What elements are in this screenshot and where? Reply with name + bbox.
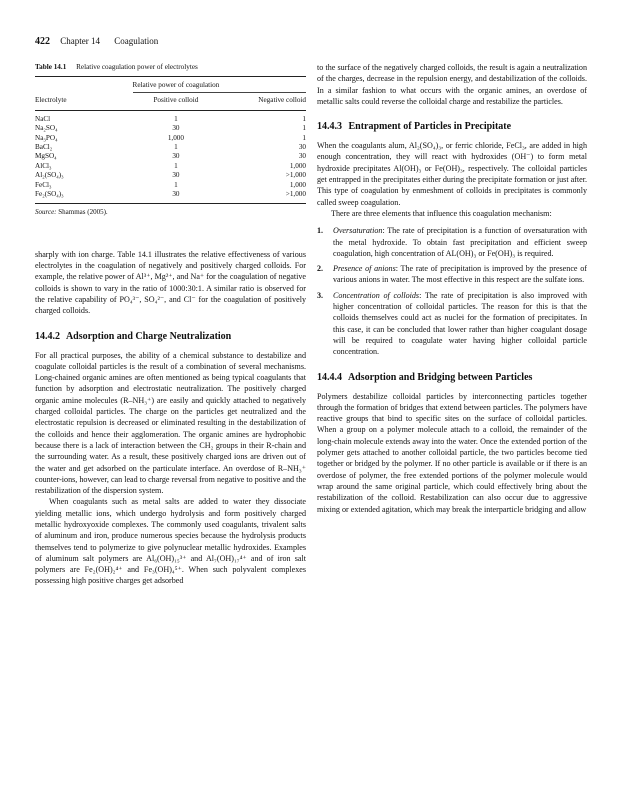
table-row [35,143,306,152]
section-title: Adsorption and Charge Neutralization [65,330,232,342]
cell-positive: 1 [174,114,178,123]
cell-positive: 30 [172,152,180,161]
left-column [35,62,306,587]
table-row [35,190,306,204]
cell-electrolyte: Na₃PO₄ [35,133,58,142]
table-body [35,110,306,204]
body-paragraph: There are three elements that influence this coagulation mechanism: [331,208,552,218]
table-caption-text: Relative coagulation power of electrolytes [76,63,198,71]
cell-electrolyte: AlCl₃ [35,161,52,170]
col-header-positive: Positive colloid [133,93,220,110]
cell-positive: 30 [133,190,220,204]
col-header-negative: Negative colloid [219,93,306,110]
table-row [35,134,306,143]
source-label: Source: [35,208,57,217]
list-number: 3. [317,290,324,300]
list-item [317,263,587,286]
right-column [317,62,587,515]
cell-negative: >1,000 [285,171,306,180]
cell-negative: 30 [298,152,306,161]
table-group-header: Relative power of coagulation [133,77,306,93]
list-number: 1. [317,226,324,236]
cell-positive: 1,000 [167,133,184,142]
cell-electrolyte: NaCl [35,114,51,123]
section-number: 14.4.2 [35,330,60,342]
cell-positive: 1 [174,161,178,170]
cell-positive: 1 [174,143,178,152]
table-row [35,124,306,133]
cell-electrolyte: Fe₂(SO₄)₃ [35,190,133,204]
section-heading [317,372,587,384]
influence-list [317,225,587,357]
table-caption [35,62,306,72]
table-source [35,207,306,218]
list-item [317,290,587,358]
body-paragraph: When the coagulants alum, Al₂(SO₄)₃, or ferric chloride, FeCl₃, are added in high enough concentration, they will react with hydroxides (OH⁻) to form metal hydroxide precipitates Al(OH)₃ or Fe(OH)₃, respectively. The colloidal particles get entrapped in the precipitates either during the precipitate formation or just after. This type of coagulation by enmeshment of colloids in precipitates is commonly called sweep coagulation. [317,141,587,207]
section-title: Adsorption and Bridging between Particles [347,371,533,383]
body-paragraph: to the surface of the negatively charged colloids, the result is again a neutralization of the charges, decrease in the repulsion energy, and destabilization of the colloids. In a similar fashion to what occurs with the organic amines, an overdose of metallic salts could reverse the colloidal charge and restabilize the particles. [317,63,587,106]
table-row [35,181,306,190]
cell-electrolyte: MgSO₄ [35,152,57,161]
section-number: 14.4.4 [317,371,342,383]
body-paragraph: Polymers destabilize colloidal particles by interconnecting particles together through the formation of bridges that extend between particles. The polymers have reactive groups that bind to specific sites on the surface of colloidal particles. When a group on a polymer molecule attach to a colloid, the remainder of the long-chain molecule extends away into the water. Once the extended portion of the polymer gets attached to another colloidal particle, the two particles become tied together or bridged by the polymer. If no other particle is available or if there is an overdose of polymer, the free extended portions of the polymer molecule would wrap around the same original particle, which could effectively bring about the restabilization of the colloid. Restabilization can also occur due to aggressive mixing or extended agitation, which may break the interparticle bridging and allow [317,391,587,514]
cell-electrolyte: Na₂SO₄ [35,124,58,133]
page-number: 422 [35,36,50,47]
cell-negative: 30 [298,143,306,152]
list-item-text: : The rate of precipitation is a function of oversaturation with the metal hydroxide. To obtain fast precipitation and efficient sweep coagulation, high concentration of AL(OH)₃ or Fe(OH)₃ is required. [333,226,587,258]
list-item-text: : The rate of precipitation is also improved with higher concentration of colloidal particles. The reason for this is that the colloids themselves could act as nuclei for the formation of precipitates. In this case, it can be concluded that lower rather than higher coagulant dosage will be required to coagulate water having higher colloidal particle concentration. [333,290,587,357]
cell-negative: 1 [302,114,306,123]
body-paragraph: For all practical purposes, the ability of a chemical substance to destabilize and coagulate colloidal particles is the result of a combination of several mechanisms. Long-chained organic amines are often mentioned as being typical coagulants that function by adsorption and electrostatic neutralization. The positively charged organic amine molecules (R–NH₃⁺) are easily and quickly attached to negatively charged colloidal particles. The charge on the particles get neutralized and the electrostatic repulsion is decreased or eliminated resulting in the destabilization of the colloids and hence their agglomeration. The organic amines are hydrophobic because there is a lack of interaction between the CH₂ groups in their R-chain and the surrounding water. As a result, these positively charged ions are driven out of the water and get adsorbed on the particulate interface. An overdose of R–NH₃⁺ counter-ions, however, can lead to charge reversal from negative to positive and the restabilization of the dispersion system. [35,350,306,496]
section-title: Entrapment of Particles in Precipitate [348,121,512,133]
list-item-heading: Presence of anions [333,264,396,274]
chapter-label: Chapter 14 [60,36,100,46]
body-paragraph: sharply with ion charge. Table 14.1 illustrates the relative effectiveness of various electrolytes in the coagulation of negatively and positively charged colloids. For example, the relative power of Al³⁺, Mg²⁺, and Na⁺ for the coagulation of negative colloids is shown to vary in the ratio of 1000:30:1. A similar ratio is observed for the relative capability of PO₄³⁻, SO₄²⁻, and Cl⁻ for the coagulation of positively charged colloids. [35,249,306,316]
body-paragraph: When coagulants such as metal salts are added to water they dissociate yielding metallic ions, which undergo hydrolysis and form positively charged metallic hydroxyoxide complexes. The commonly used coagulants, trivalent salts of aluminum and iron, produce numerous species because the hydrolysis products themselves tend to polymerize to give polynuclear metallic hydroxides. Examples of aluminum salt polymers are Al₆(OH)₁₅³⁺ and Al₇(OH)₁₇⁴⁺ and of iron salt polymers are Fe₂(OH)₂⁴⁺ and Fe₃(OH)₄⁵⁺. When such polyvalent complexes possessing high positive charges get adsorbed [35,497,306,586]
col-header-electrolyte: Electrolyte [35,93,133,110]
cell-negative: 1 [302,133,306,142]
cell-negative: >1,000 [219,190,306,204]
table-label: Table 14.1 [35,63,67,71]
table-row [35,110,306,124]
cell-positive: 30 [172,171,180,180]
list-item-heading: Oversaturation [333,226,383,236]
cell-negative: 1 [302,124,306,133]
cell-positive: 1 [174,180,178,189]
table-row [35,162,306,171]
cell-electrolyte: FeCl₃ [35,180,52,189]
chapter-title: Coagulation [114,36,159,46]
source-text: Shammas (2005). [58,208,108,217]
cell-electrolyte: Al₂(SO₄)₃ [35,171,64,180]
list-number: 2. [317,264,324,274]
cell-negative: 1,000 [289,161,306,170]
table-row [35,152,306,161]
cell-negative: 1,000 [289,180,306,189]
list-item-heading: Concentration of colloids [333,290,420,300]
list-item [317,225,587,259]
coagulation-table [35,76,306,204]
list-item-text: : The rate of precipitation is improved by the presence of various anions in water. The most effective in this respect are the sulfate ions. [333,264,587,285]
section-heading [317,121,587,133]
table-row [35,171,306,180]
running-header [35,36,158,47]
cell-electrolyte: BaCl₂ [35,143,53,152]
section-heading [35,331,306,343]
cell-positive: 30 [172,124,180,133]
section-number: 14.4.3 [317,121,342,133]
